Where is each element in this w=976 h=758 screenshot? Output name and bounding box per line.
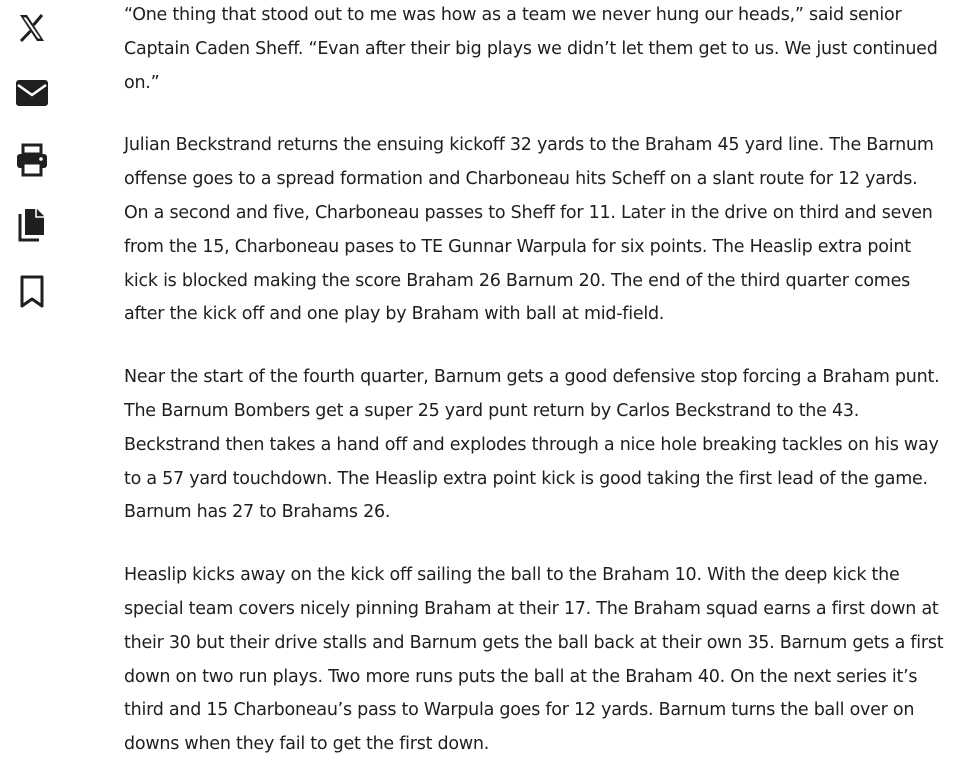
share-toolbar (0, 0, 64, 758)
article-paragraph: Julian Beckstrand returns the ensuing kickoff 32 yards to the Braham 45 yard line. The Barnum offense goes to a spread formation and Charboneau hits Scheff on a slant route for 12 yards. On a second and five, Charboneau passes to Sheff for 11. Later in the drive on third and seven from the 15, Charboneau pases to TE Gunnar Warpula for six points. The Heaslip extra point kick is blocked making the score Braham 26 Barnum 20. The end of the third quarter comes after the kick off and one play by Braham with ball at mid-field. (124, 135, 934, 325)
copy-icon (17, 207, 47, 243)
x-logo-icon (17, 13, 47, 43)
copy-button[interactable] (12, 205, 52, 245)
article-body (124, 0, 944, 758)
print-icon (15, 143, 49, 177)
share-x-button[interactable] (12, 8, 52, 48)
bookmark-button[interactable] (12, 272, 52, 312)
share-print-button[interactable] (12, 140, 52, 180)
article-paragraph: Near the start of the fourth quarter, Barnum gets a good defensive stop forcing a Braham punt. The Barnum Bombers get a super 25 yard punt return by Carlos Beckstrand to the 43. Beckstrand then takes a hand off and explodes through a nice hole breaking tackles on his way to a 57 yard touchdown. The Heaslip extra point kick is good taking the first lead of the game. Barnum has 27 to Brahams 26. (124, 367, 940, 523)
article-paragraph: Heaslip kicks away on the kick off sailing the ball to the Braham 10. With the deep kick the special team covers nicely pinning Braham at their 17. The Braham squad earns a first down at their 30 but their drive stalls and Barnum gets the ball back at their own 35. Barnum gets a first down on two run plays. Two more runs puts the ball at the Braham 40. On the next series it’s third and 15 Charboneau’s pass to Warpula goes for 12 yards. Barnum turns the ball over on downs when they fail to get the first down. (124, 565, 944, 755)
share-email-button[interactable] (12, 73, 52, 113)
email-icon (15, 79, 49, 107)
bookmark-icon (19, 275, 45, 309)
article-paragraph: “One thing that stood out to me was how as a team we never hung our heads,” said senior Captain Caden Sheff. “Evan after their big plays we didn’t let them get to us. We just continued on.” (124, 5, 938, 93)
